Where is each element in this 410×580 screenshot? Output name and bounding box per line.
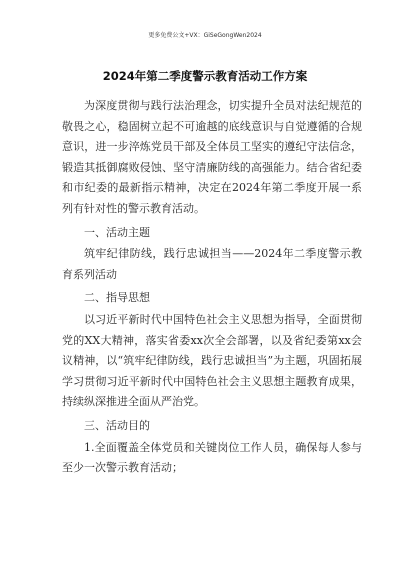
objective-item-1: 1.全面覆盖全体党员和关键岗位工作人员，确保每人参与至少一次警示教育活动； [62,440,362,475]
section-heading-guiding-ideology: 二、指导思想 [84,291,150,305]
header-note: 更多免费公文+VX：GiSeGongWen2024 [148,32,262,39]
section-heading-theme: 一、活动主题 [84,225,150,239]
document-body [62,96,362,479]
section-text-theme: 筑牢纪律防线，践行忠诚担当——2024年二季度警示教育系列活动 [62,247,362,281]
section-text-guiding-ideology: 以习近平新时代中国特色社会主义思想为指导，全面贯彻党的XX大精神，落实省委xx次全会部署，以及省纪委第xx会议精神，以“筑牢纪律防线，践行忠诚担当”为主题，巩固拓展学习贯彻习近平新时代中国特色社会主义思想主题教育成果，持续纵深推进全面从严治党。 [62,312,362,409]
intro-paragraph: 为深度贯彻与践行法治理念，切实提升全员对法纪规范的敬畏之心，稳固树立起不可逾越的底线意识与自觉遵循的合规意识，进一步淬炼党员干部及全体员工坚实的遵纪守法信念，锻造其抵御腐败侵蚀、坚守清廉防线的高强能力。结合省纪委和市纪委的最新指示精神，决定在2024年第二季度开展一系列有针对性的警示教育活动。 [62,99,362,215]
section-heading-objectives: 三、活动目的 [84,418,150,432]
document-title: 2024年第二季度警示教育活动工作方案 [102,69,308,83]
